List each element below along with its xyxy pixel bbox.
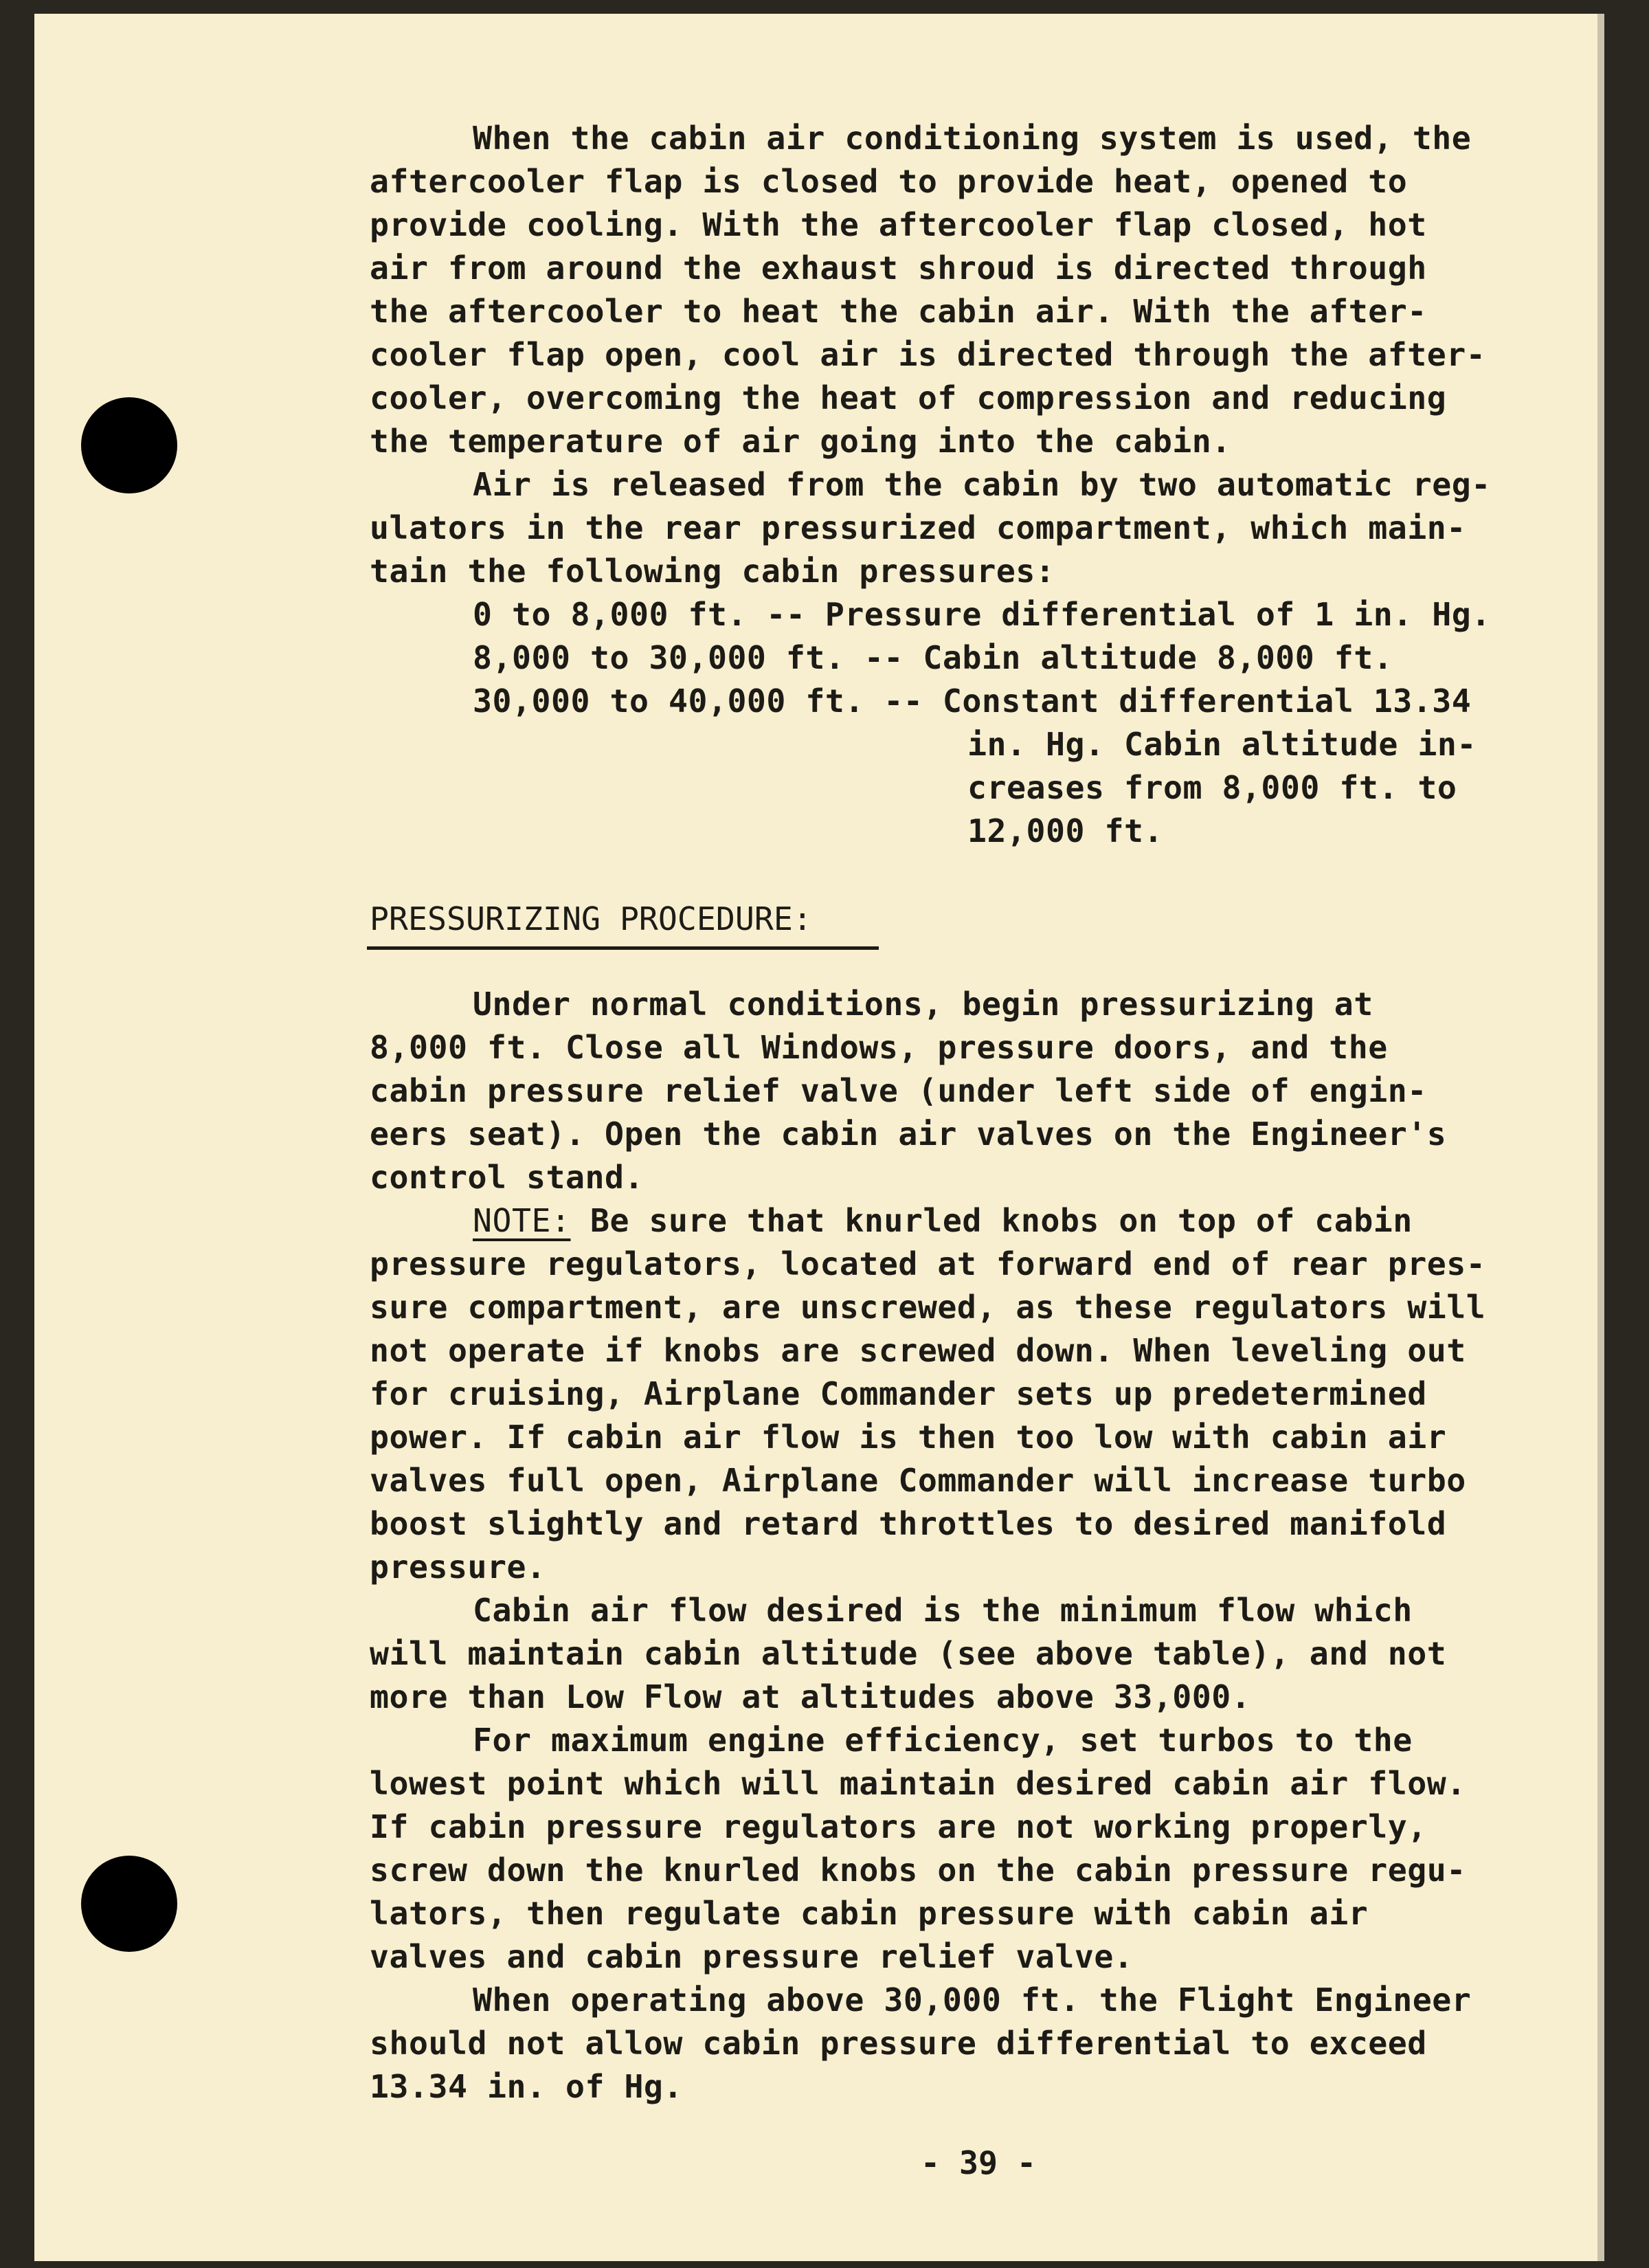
page-number: - 39 - [921,2144,1036,2181]
text-line: aftercooler flap is closed to provide heat, opened to [370,163,1408,200]
text-line: for cruising, Airplane Commander sets up predetermined [370,1375,1427,1412]
text-line: not operate if knobs are screwed down. When leveling out [370,1332,1466,1369]
text-line: sure compartment, are unscrewed, as these regulators will [370,1289,1486,1326]
pressure-table-row-continuation: 12,000 ft. [967,812,1163,849]
text-line: cabin pressure relief valve (under left side of engin- [370,1072,1427,1109]
pressure-table-row-continuation: creases from 8,000 ft. to [967,769,1457,806]
text-line: lowest point which will maintain desired cabin air flow. [370,1765,1466,1802]
pressure-table-row-continuation: in. Hg. Cabin altitude in- [967,726,1477,763]
text-line: 8,000 ft. Close all Windows, pressure doors, and the [370,1029,1388,1066]
note-text: Be sure that knurled knobs on top of cabin [570,1202,1413,1239]
text-line: will maintain cabin altitude (see above table), and not [370,1635,1447,1672]
text-line: valves full open, Airplane Commander will increase turbo [370,1462,1466,1499]
text-line: air from around the exhaust shroud is directed through [370,249,1427,287]
text-line: pressure. [370,1548,546,1586]
text-line: provide cooling. With the aftercooler flap closed, hot [370,206,1427,243]
pressure-table-row: 8,000 to 30,000 ft. -- Cabin altitude 8,000 ft. [473,639,1393,676]
binder-hole-top [81,397,177,493]
text-line: tain the following cabin pressures: [370,553,1055,590]
pressure-table [370,593,1579,853]
text-line: ulators in the rear pressurized compartment, which main- [370,509,1466,546]
note-first-line [370,1199,1593,1243]
text-line: When operating above 30,000 ft. the Flight Engineer [473,1981,1472,2019]
section-heading: PRESSURIZING PROCEDURE: [370,900,812,937]
heading-underline [367,946,879,950]
text-line: the temperature of air going into the cabin. [370,423,1231,460]
text-line: cooler flap open, cool air is directed through the after- [370,336,1486,373]
text-line: power. If cabin air flow is then too low with cabin air [370,1419,1447,1456]
note-label: NOTE: [473,1202,571,1239]
text-line: cooler, overcoming the heat of compression and reducing [370,379,1447,416]
text-line: pressure regulators, located at forward end of rear pres- [370,1245,1486,1282]
text-line: lators, then regulate cabin pressure with cabin air [370,1895,1369,1932]
text-line: more than Low Flow at altitudes above 33,000. [370,1678,1251,1715]
text-line: screw down the knurled knobs on the cabin pressure regu- [370,1852,1466,1889]
text-line: For maximum engine efficiency, set turbos to the [473,1722,1413,1759]
text-line: Under normal conditions, begin pressurizing at [473,986,1373,1023]
pressure-table-row: 30,000 to 40,000 ft. -- Constant differential 13.34 [473,682,1472,720]
binder-hole-bottom [81,1856,177,1952]
document-page [34,14,1604,2261]
text-line: If cabin pressure regulators are not working properly, [370,1808,1427,1845]
text-line: control stand. [370,1159,644,1196]
section-pressurizing-procedure [370,983,1593,2109]
text-line: valves and cabin pressure relief valve. [370,1938,1134,1975]
text-line: boost slightly and retard throttles to desired manifold [370,1505,1447,1542]
text-line: Cabin air flow desired is the minimum flow which [473,1592,1413,1629]
text-line: 13.34 in. of Hg. [370,2068,683,2105]
text-line: eers seat). Open the cabin air valves on the Engineer's [370,1115,1447,1153]
text-line: should not allow cabin pressure differential to exceed [370,2025,1427,2062]
section-air-conditioning [370,117,1579,853]
text-line: When the cabin air conditioning system is used, the [473,120,1472,157]
text-line: Air is released from the cabin by two automatic reg- [473,466,1491,503]
pressure-table-row: 0 to 8,000 ft. -- Pressure differential of 1 in. Hg. [473,596,1491,633]
text-line: the aftercooler to heat the cabin air. With the after- [370,293,1427,330]
